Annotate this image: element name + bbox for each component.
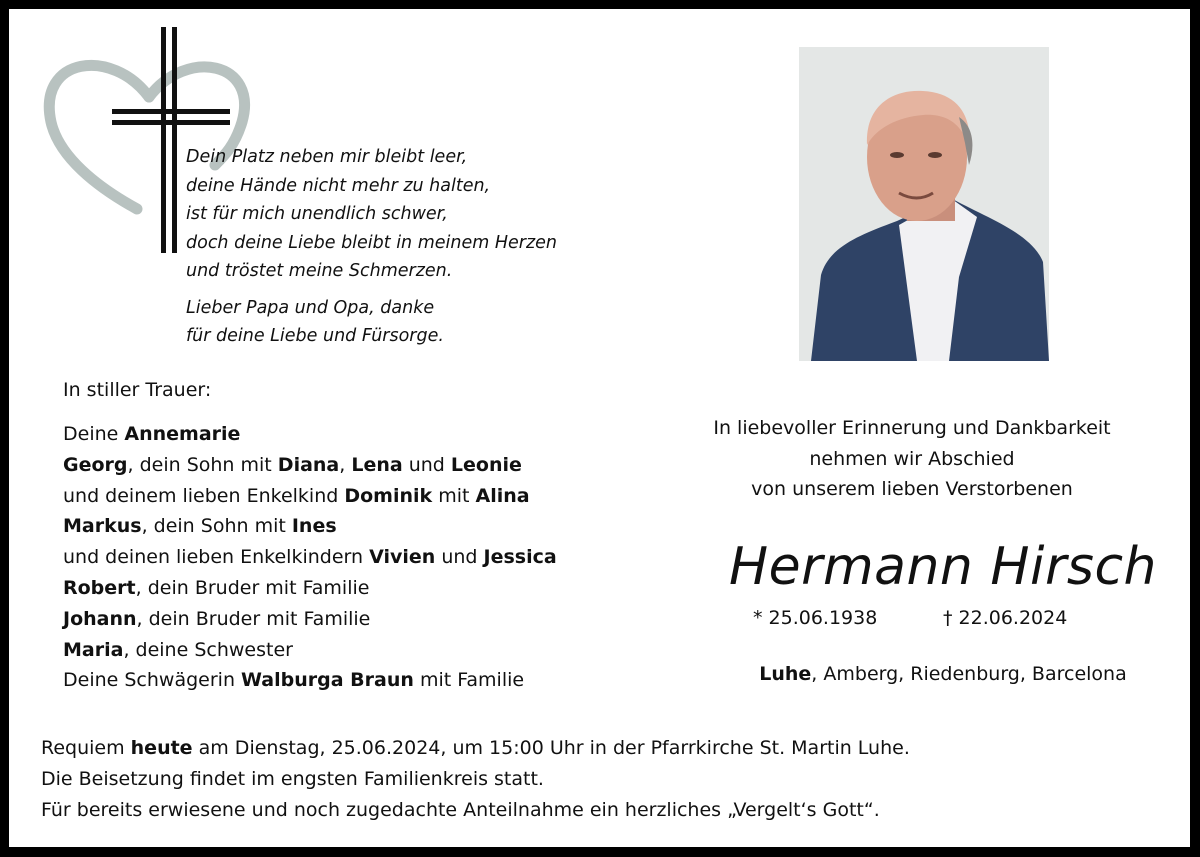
mourner-row: [63, 665, 557, 696]
mourners-heading: In stiller Trauer:: [63, 379, 212, 401]
mourner-text: Deine Schwägerin: [63, 669, 242, 692]
place-home: Luhe: [759, 663, 812, 685]
mourner-row: [63, 450, 557, 481]
requiem-today: heute: [130, 737, 193, 759]
mourner-text: mit: [432, 484, 476, 507]
poem-line: Dein Platz neben mir bleibt leer,: [186, 147, 468, 167]
obituary-card: [9, 9, 1190, 847]
mourner-text: und: [402, 453, 451, 476]
mourner-name: Walburga Braun: [241, 669, 414, 692]
mourner-row: [63, 481, 557, 512]
mourner-row: [63, 542, 557, 573]
mourner-name: Georg: [63, 453, 128, 476]
requiem-details: am Dienstag, 25.06.2024, um 15:00 Uhr in der Pfarrkirche St. Martin Luhe.: [192, 737, 910, 759]
mourner-name: Johann: [63, 607, 137, 630]
poem-line: deine Hände nicht mehr zu halten,: [186, 175, 491, 196]
portrait-photo: [799, 47, 1049, 361]
mourner-row: [63, 573, 557, 604]
mourner-row: [63, 635, 557, 666]
mourner-name: Maria: [63, 638, 124, 661]
mourner-text: , dein Bruder mit Familie: [135, 576, 370, 599]
mourner-text: , dein Sohn mit: [141, 515, 292, 538]
heart-icon: [49, 65, 149, 209]
mourner-text: und deinem lieben Enkelkind: [63, 484, 345, 507]
mourner-text: Deine: [63, 423, 125, 445]
poem-line: ist für mich unendlich schwer,: [186, 204, 448, 224]
burial-line: Die Beisetzung findet im engsten Familienkreis statt.: [41, 767, 544, 790]
mourner-name: Markus: [63, 515, 142, 538]
mourner-name: Diana: [277, 453, 340, 476]
mourner-text: mit Familie: [413, 669, 525, 692]
mourner-name: Jessica: [483, 546, 557, 569]
mourner-text: und: [435, 546, 484, 569]
requiem-prefix: Requiem: [41, 737, 131, 759]
deceased-name: Hermann Hirsch: [728, 537, 1157, 597]
mourner-text: , deine Schwester: [123, 638, 293, 661]
places-line: [659, 663, 1190, 685]
dedication-line: für deine Liebe und Fürsorge.: [186, 326, 444, 346]
remembrance-text: [659, 413, 1165, 505]
mourner-name: Lena: [351, 453, 403, 476]
mourner-name: Vivien: [369, 546, 436, 569]
mourner-name: Leonie: [450, 453, 522, 476]
mourners-list: [63, 419, 557, 696]
mourner-name: Robert: [63, 576, 136, 599]
mourner-text: , dein Sohn mit: [127, 453, 278, 476]
mourner-name: Alina: [475, 484, 530, 507]
remembrance-line: In liebevoller Erinnerung und Dankbarkeit: [713, 417, 1111, 439]
mourner-name: Annemarie: [124, 423, 241, 445]
mourner-name: Dominik: [344, 484, 433, 507]
poem-line: und tröstet meine Schmerzen.: [186, 261, 453, 281]
mourner-row: [63, 604, 557, 635]
remembrance-line: von unserem lieben Verstorbenen: [751, 478, 1073, 500]
dedication-line: Lieber Papa und Opa, danke: [186, 297, 435, 318]
mourner-text: , dein Bruder mit Familie: [136, 607, 371, 630]
places-rest: , Amberg, Riedenburg, Barcelona: [811, 663, 1127, 685]
poem: [186, 143, 586, 351]
death-date: † 22.06.2024: [943, 607, 1068, 629]
requiem-line: [41, 733, 910, 764]
remembrance-line: nehmen wir Abschied: [809, 447, 1015, 470]
mourner-row: [63, 511, 557, 542]
birth-date: * 25.06.1938: [753, 607, 878, 629]
thanks-line: Für bereits erwiesene und noch zugedachte Anteilnahme ein herzliches „Vergelt‘s Gott“.: [41, 798, 880, 821]
mourner-text: ,: [339, 453, 352, 476]
mourner-text: und deinen lieben Enkelkindern: [63, 546, 370, 569]
poem-line: doch deine Liebe bleibt in meinem Herzen: [186, 232, 558, 253]
mourner-name: Ines: [291, 515, 337, 538]
mourner-row: [63, 419, 557, 450]
service-notice: [41, 733, 910, 825]
